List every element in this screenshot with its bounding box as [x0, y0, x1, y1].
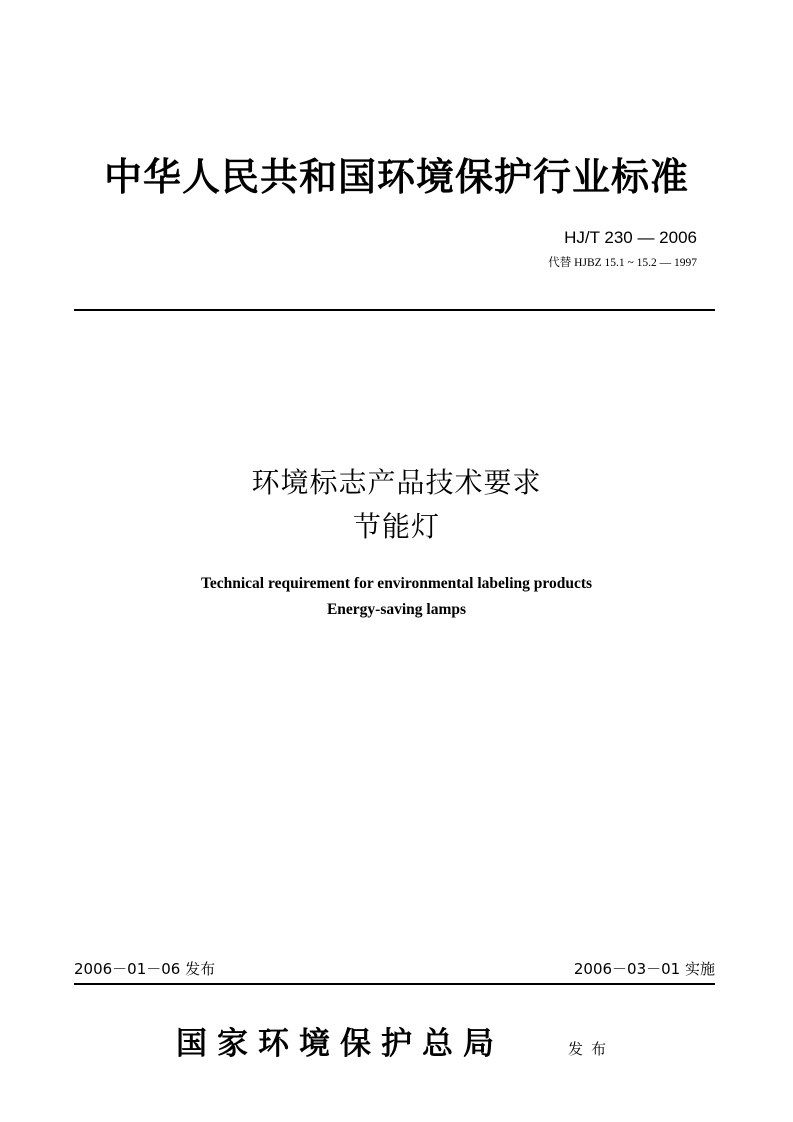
document-title-cn: 环境标志产品技术要求 — [251, 466, 542, 499]
document-subtitle-cn: 节能灯 — [352, 510, 440, 543]
standard-number: HJ/T 230 — 2006 — [564, 228, 697, 247]
bottom-divider — [74, 983, 715, 985]
document-subtitle-en: Energy-saving lamps — [326, 601, 467, 618]
document-title-en: Technical requirement for environmental labeling products — [200, 575, 593, 592]
issuing-authority: 国家环境保护总局 — [176, 1026, 504, 1062]
issuer-publish-label: 发布 — [568, 1040, 615, 1058]
standard-category-title: 中华人民共和国环境保护行业标准 — [103, 155, 689, 199]
effective-date: 2006－03－01 实施 — [573, 960, 715, 978]
replaces-note: 代替 HJBZ 15.1 ~ 15.2 — 1997 — [548, 257, 697, 269]
top-divider — [74, 309, 715, 311]
issue-date: 2006－01－06 发布 — [74, 960, 216, 978]
